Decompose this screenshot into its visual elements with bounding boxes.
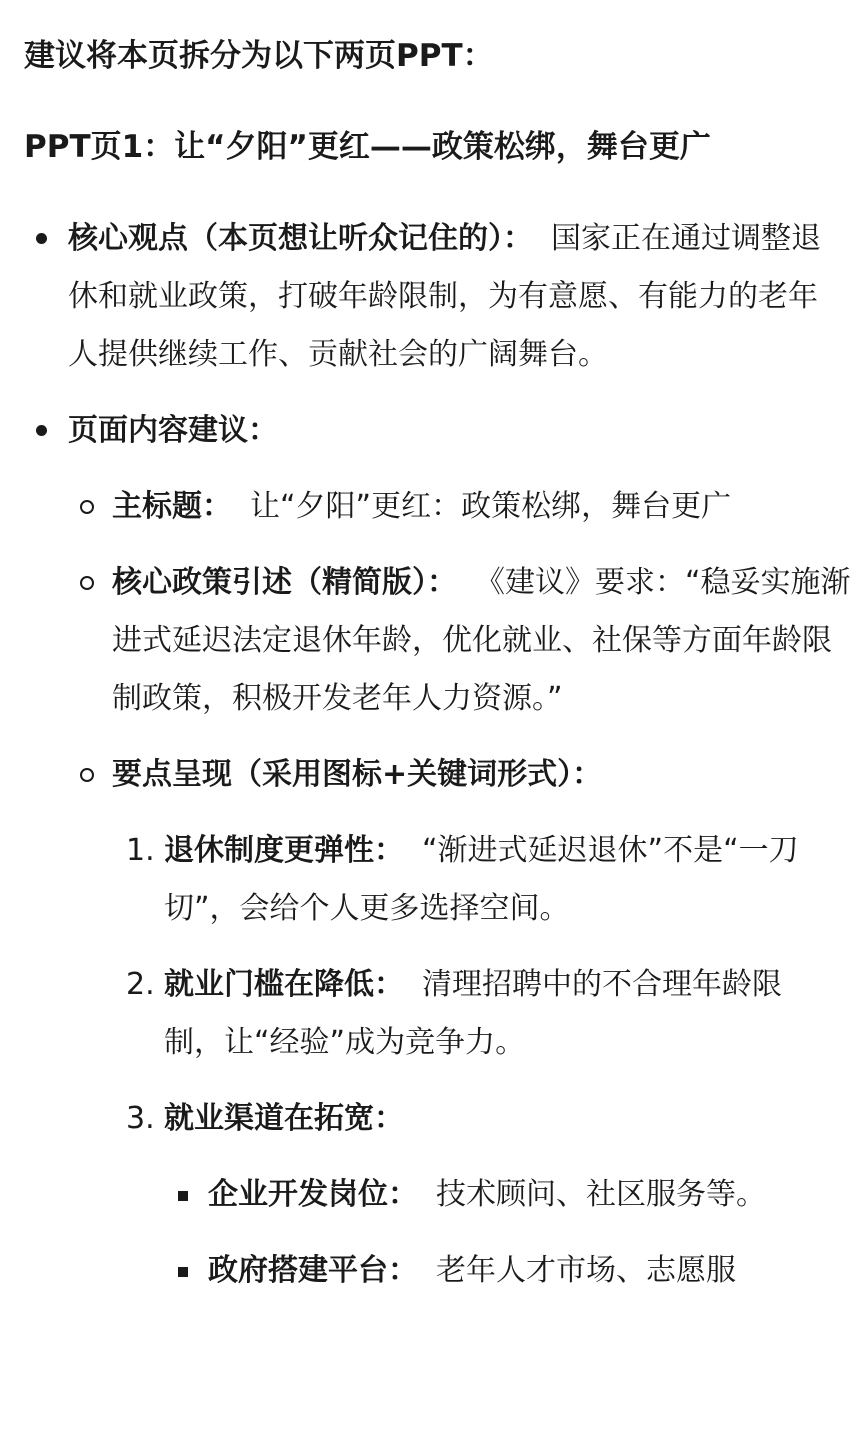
bullet-circle-icon — [80, 500, 94, 514]
key-point-2-label: 就业门槛在降低： — [164, 967, 404, 1002]
bullet-circle-icon — [80, 768, 94, 782]
channel-item-enterprise — [0, 1166, 854, 1224]
bullet-square-icon — [178, 1267, 188, 1277]
channel-enterprise-label: 企业开发岗位： — [208, 1177, 418, 1212]
key-point-2-text: 清理招聘中的不合理年龄限制，让“经验”成为竞争力。 — [164, 967, 782, 1060]
channel-government-label: 政府搭建平台： — [208, 1253, 418, 1288]
bullet-circle-icon — [80, 576, 94, 590]
main-title-text: 让“夕阳”更红：政策松绑，舞台更广 — [250, 489, 732, 524]
policy-quote-text: 《建议》要求：“稳妥实施渐进式延迟法定退休年龄，优化就业、社保等方面年龄限制政策，积极开发老年人力资源。” — [112, 565, 851, 716]
main-title-label: 主标题： — [112, 489, 232, 524]
key-point-3 — [0, 1090, 854, 1148]
policy-quote-item — [0, 554, 854, 728]
core-point-text: 国家正在通过调整退休和就业政策，打破年龄限制，为有意愿、有能力的老年人提供继续工作、贡献社会的广阔舞台。 — [68, 221, 821, 372]
bullet-dot-icon — [36, 233, 47, 244]
list-number: 1. — [126, 833, 155, 868]
key-point-2 — [0, 956, 854, 1072]
key-points-item — [0, 746, 854, 804]
key-point-1-text: “渐进式延迟退休”不是“一刀切”，会给个人更多选择空间。 — [164, 833, 799, 926]
key-point-3-label: 就业渠道在拓宽： — [164, 1101, 404, 1136]
key-points-label: 要点呈现（采用图标+关键词形式）： — [112, 757, 603, 792]
policy-quote-label: 核心政策引述（精简版）： — [112, 565, 457, 600]
key-point-1 — [0, 822, 854, 938]
list-number: 2. — [126, 967, 155, 1002]
bullet-dot-icon — [36, 425, 47, 436]
core-point-item — [0, 210, 854, 384]
bullet-square-icon — [178, 1191, 188, 1201]
key-point-1-label: 退休制度更弹性： — [164, 833, 404, 868]
channel-enterprise-text: 技术顾问、社区服务等。 — [436, 1177, 766, 1212]
channel-item-government — [0, 1242, 854, 1300]
list-number: 3. — [126, 1101, 155, 1136]
channel-government-text: 老年人才市场、志愿服 — [436, 1253, 736, 1288]
content-suggestion-label: 页面内容建议： — [68, 413, 278, 448]
content-suggestion-item — [0, 402, 854, 460]
main-title-item — [0, 478, 854, 536]
intro-text: 建议将本页拆分为以下两页PPT： — [24, 38, 494, 74]
core-point-label: 核心观点（本页想让听众记住的）： — [68, 221, 533, 256]
content-list — [0, 210, 854, 1318]
slide-heading: PPT页1：让“夕阳”更红——政策松绑，舞台更广 — [24, 129, 711, 165]
